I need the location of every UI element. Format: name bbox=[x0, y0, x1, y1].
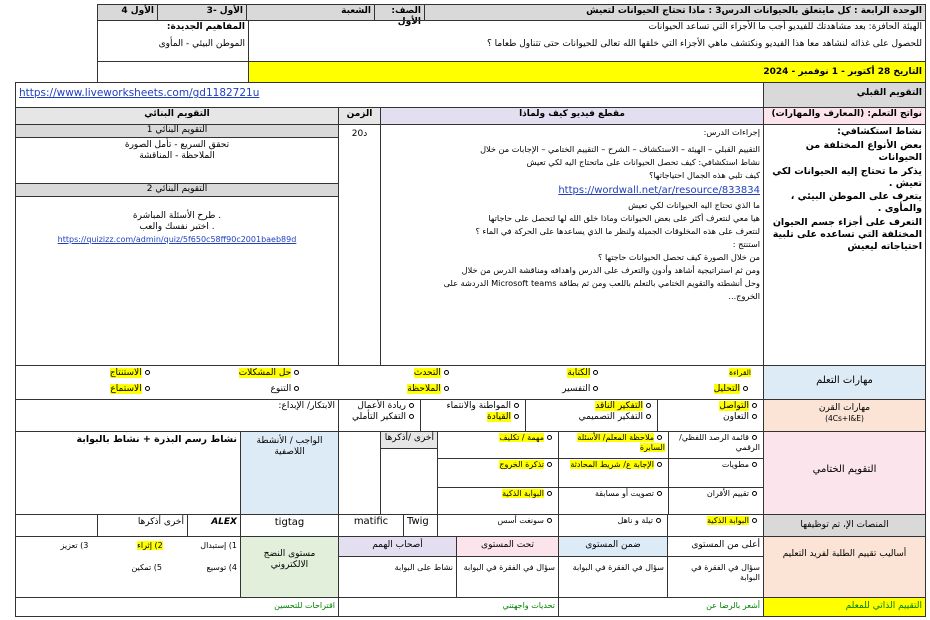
mastery-label: 1) إستبدال bbox=[200, 541, 237, 550]
outcome-item: يذكر ما تحتاج إليه الحيوانات لكي تعيش . bbox=[772, 165, 922, 189]
time-cell bbox=[338, 124, 381, 366]
platform-item: ALEX bbox=[211, 517, 237, 527]
skill-label: الملاحظة bbox=[407, 384, 441, 394]
unit-title: الوحدة الرابعة : كل مايتعلق بالحيوانات bbox=[753, 6, 922, 16]
checkbox-icon[interactable] bbox=[743, 386, 748, 391]
final-item-cell bbox=[437, 458, 559, 488]
wordwall-link-line bbox=[384, 183, 760, 199]
platform-item: سونغت أسس bbox=[497, 516, 544, 525]
diff-value: سؤال في الفقرة في البوابة bbox=[463, 563, 555, 572]
final-empty-cell bbox=[338, 431, 381, 515]
century-item: التفكير التصميمي bbox=[578, 412, 643, 423]
checkbox-icon[interactable] bbox=[547, 518, 552, 523]
mastery-label: 5) تمكين bbox=[131, 563, 162, 572]
century-col-5 bbox=[15, 399, 339, 432]
final-label: التقويم الختامي bbox=[812, 464, 877, 475]
procedure-line: التقييم القبلي – الهيئة – الاستكشاف – الشرح – التقييم الختامي – الإجابات من خلال bbox=[480, 144, 760, 155]
final-item: ملاحظة المعلم/ الأسئلة السابرة bbox=[577, 433, 665, 452]
procedure-line: كيف تلبي هذه الجمال احتياجاتها؟ bbox=[649, 170, 760, 181]
outcome-item: يتعرف على الموطن البيئي ، والمأوى . bbox=[790, 191, 922, 215]
platform-cell bbox=[437, 514, 559, 537]
platform-item: أخرى أذكرها bbox=[137, 517, 184, 527]
diff-level: أصحاب الهمم bbox=[372, 540, 423, 550]
checkbox-icon[interactable] bbox=[646, 403, 651, 408]
outcome-item: بعض الأنواع المختلفة من الحيوانات bbox=[805, 139, 922, 163]
motivation-cell bbox=[248, 20, 926, 62]
new-concepts-title: المفاهيم الجديدة: bbox=[166, 22, 245, 32]
mastery-item bbox=[19, 541, 88, 551]
pre-assessment-label: التقويم القبلي bbox=[856, 88, 922, 98]
century-item: التعاون bbox=[723, 412, 749, 423]
final-item-cell bbox=[558, 487, 669, 515]
outcomes-header-cell bbox=[763, 107, 926, 125]
diff-value-cell bbox=[558, 556, 668, 598]
century-item: التفكير التأملي bbox=[351, 412, 406, 423]
century-item: الابتكار/ الإبداع: bbox=[278, 401, 335, 411]
quizizz-link-line bbox=[19, 235, 335, 245]
formative-2-line: طرح الأسئلة المباشرة . bbox=[132, 211, 222, 221]
skill-item bbox=[464, 384, 614, 399]
final-item: تذكرة الخروج bbox=[499, 460, 544, 469]
platform-cell bbox=[97, 514, 188, 537]
final-item: البوابة الذكية bbox=[502, 489, 544, 498]
skill-label: الاستنتاج bbox=[109, 368, 142, 378]
skill-label: القراءة bbox=[729, 368, 751, 377]
platform-cell bbox=[403, 514, 438, 537]
outcomes-header: نواتج التعلم: (المعارف والمهارات) bbox=[771, 109, 922, 119]
final-item: تقييم الأقران bbox=[706, 489, 749, 498]
checkbox-icon[interactable] bbox=[145, 370, 150, 375]
skill-item bbox=[613, 384, 763, 399]
new-concepts-value: الموطن البيئي - المأوى bbox=[158, 39, 245, 50]
procedure-line: نشاط استكشافي: كيف تحصل الحيوانات على ماتحتاج اليه لكي تعيش bbox=[526, 157, 760, 168]
homework-text-cell bbox=[15, 431, 241, 515]
skill-item bbox=[165, 384, 315, 399]
procedure-line: الخروج... bbox=[728, 291, 760, 302]
liveworksheets-link[interactable]: https://www.liveworksheets.com/gd1182721u bbox=[19, 87, 260, 99]
platform-cell bbox=[240, 514, 339, 537]
section-label: الشعبة bbox=[341, 6, 371, 16]
checkbox-icon[interactable] bbox=[444, 370, 449, 375]
century-item: التفكير الناقد bbox=[595, 401, 643, 411]
skill-label: التنوع bbox=[270, 384, 292, 394]
final-item-cell bbox=[558, 458, 669, 488]
final-item: مهمة / تكليف bbox=[499, 433, 544, 442]
new-concepts-cell bbox=[97, 20, 249, 62]
skill-item bbox=[613, 368, 763, 383]
outcomes-cell bbox=[763, 124, 926, 366]
checkbox-icon[interactable] bbox=[514, 403, 519, 408]
formative-1-title: التقويم البنائي 1 bbox=[146, 125, 208, 135]
skills-label-cell bbox=[763, 365, 926, 400]
platform-item: Twig bbox=[407, 516, 429, 527]
century-col-1 bbox=[657, 399, 764, 432]
unit-lesson-cell bbox=[424, 4, 926, 21]
final-item-cell bbox=[437, 487, 559, 515]
procedure-line: ما الذي تحتاج اليه الحيوانات لكي تعيش bbox=[628, 199, 760, 210]
mastery-item bbox=[163, 541, 237, 551]
link-cell bbox=[15, 82, 764, 108]
century-item: التواصل bbox=[719, 401, 749, 411]
skill-item bbox=[16, 384, 165, 399]
checkbox-icon[interactable] bbox=[657, 462, 662, 467]
century-item: القيادة bbox=[487, 412, 511, 423]
mastery-title: مستوى النضج الالكتروني bbox=[263, 549, 316, 571]
skills-label: مهارات التعلم bbox=[816, 375, 873, 386]
mastery-item bbox=[87, 563, 162, 573]
mastery-label: 3) تعزيز bbox=[60, 541, 89, 550]
checkbox-icon[interactable] bbox=[444, 386, 449, 391]
date-value: التاريخ 28 أكتوبر - 1 نوفمبر - 2024 bbox=[763, 67, 922, 77]
checkbox-icon[interactable] bbox=[752, 518, 757, 523]
procedures-header: مقطع فيديو كيف ولماذا bbox=[519, 109, 625, 119]
diff-value: نشاط على البوابة bbox=[394, 563, 453, 572]
skill-label: التحدث bbox=[413, 368, 441, 378]
diff-level: أعلى من المستوى bbox=[691, 540, 760, 550]
mastery-item bbox=[162, 563, 237, 573]
self-eval-cell bbox=[338, 597, 559, 617]
platform-cell bbox=[187, 514, 241, 537]
skill-item bbox=[464, 368, 614, 383]
homework-text: نشاط رسم البذرة + نشاط بالبوابة bbox=[76, 434, 237, 445]
self-eval-label-cell bbox=[763, 597, 926, 617]
diff-value-cell bbox=[456, 556, 559, 598]
checkbox-icon[interactable] bbox=[593, 386, 598, 391]
final-other: أخرى /أذكرها bbox=[384, 433, 434, 443]
quizizz-link[interactable]: https://quizizz.com/admin/quiz/5f650c58ff90c2001baeb89d bbox=[57, 234, 297, 244]
platforms-label: المنصات الإ، تم توظيفها bbox=[800, 520, 889, 530]
checkbox-icon[interactable] bbox=[593, 370, 598, 375]
diff-level-cell bbox=[456, 536, 559, 557]
final-item-cell bbox=[437, 431, 559, 459]
platform-cell bbox=[338, 514, 404, 537]
procedure-line: هيا معي لنتعرف أكثر على بعض الحيوانات وماذا خلق الله لها لتحصل على حاجاتها bbox=[488, 212, 760, 223]
diff-label-cell bbox=[763, 536, 926, 598]
final-item-cell bbox=[668, 487, 764, 515]
grade-cell bbox=[374, 4, 425, 28]
final-item-cell bbox=[668, 431, 764, 459]
century-item: المواطنة والانتماء bbox=[446, 401, 511, 411]
final-item: الإجابة ع/ شريط المحادثة bbox=[570, 460, 654, 469]
checkbox-icon[interactable] bbox=[656, 518, 661, 523]
procedure-line: لنتعرف على هذه المخلوقات الجميلة ولنظر ما الذي يساعدها على الحركة في الماء ؟ bbox=[475, 225, 760, 236]
final-other-cell bbox=[380, 431, 438, 449]
century-col-3 bbox=[420, 399, 526, 432]
checkbox-icon[interactable] bbox=[752, 462, 757, 467]
final-item-cell bbox=[668, 458, 764, 488]
homework-title-cell bbox=[240, 431, 339, 515]
skill-item bbox=[314, 368, 464, 383]
checkbox-icon[interactable] bbox=[409, 403, 414, 408]
checkbox-icon[interactable] bbox=[547, 491, 552, 496]
checkbox-icon[interactable] bbox=[657, 435, 662, 440]
self-eval-item: تحديات واجهتني bbox=[502, 601, 555, 610]
platform-item: tigtag bbox=[274, 517, 305, 528]
platform-cell bbox=[667, 514, 764, 537]
outcomes-title: نشاط استكشافي: bbox=[837, 126, 922, 137]
diff-value: سؤال في الفقرة في البوابة bbox=[691, 563, 760, 582]
skill-item bbox=[165, 368, 315, 383]
time-header-cell bbox=[338, 107, 381, 125]
class-1: الأول -3 bbox=[206, 6, 243, 16]
century-col-4 bbox=[338, 399, 421, 432]
skill-label: حل المشكلات bbox=[238, 368, 292, 378]
final-item: تصويت أو مسابقة bbox=[595, 489, 654, 498]
checkbox-icon[interactable] bbox=[294, 386, 299, 391]
skill-label: الاستماع bbox=[110, 384, 142, 394]
homework-title: الواجب / الأنشطة اللاصفية bbox=[256, 436, 323, 458]
skill-item bbox=[314, 384, 464, 399]
platform-empty-cell bbox=[15, 514, 98, 537]
century-col-2 bbox=[525, 399, 658, 432]
century-label: مهارات القرن bbox=[818, 403, 871, 413]
skill-label: التفسير bbox=[562, 384, 591, 394]
century-item: ريادة الأعمال bbox=[357, 401, 406, 411]
procedures-cell bbox=[380, 124, 764, 366]
final-item: مطويات bbox=[721, 460, 749, 469]
formative-2-title: التقويم البنائي 2 bbox=[146, 184, 208, 194]
motivation-line-2: للحصول على غذائه لنشاهد معا هذا الفيديو ونكتشف ماهي الأجزاء التي خلقها الله تعالى للحيوانات حتى تتناول طعاما ؟ bbox=[486, 39, 922, 50]
diff-value-cell bbox=[338, 556, 457, 598]
diff-level-cell bbox=[667, 536, 764, 557]
final-label-cell bbox=[763, 431, 926, 515]
checkbox-icon[interactable] bbox=[646, 414, 651, 419]
formative-header: التقويم البنائي bbox=[144, 109, 210, 119]
formative-2-body bbox=[15, 196, 339, 366]
diff-level-cell bbox=[338, 536, 457, 557]
skill-label: التحليل bbox=[713, 384, 740, 394]
skills-cell bbox=[15, 365, 764, 400]
checkbox-icon[interactable] bbox=[752, 414, 757, 419]
diff-label: أساليب تقييم الطلبة لفريد التعليم bbox=[782, 549, 907, 559]
final-item-cell bbox=[558, 431, 669, 459]
self-eval-cell bbox=[558, 597, 764, 617]
skill-label: الكتابة bbox=[567, 368, 591, 378]
century-label-cell bbox=[763, 399, 926, 432]
diff-level: تحت المستوى bbox=[481, 540, 534, 550]
grade-value: الصف: الأول bbox=[391, 6, 421, 28]
platform-item: matific bbox=[353, 516, 389, 527]
procedure-line: من خلال الصورة كيف تحصل الحيوانات حاجتها ؟ bbox=[598, 252, 760, 262]
checkbox-icon[interactable] bbox=[547, 462, 552, 467]
self-eval-cell bbox=[15, 597, 339, 617]
checkbox-icon[interactable] bbox=[514, 414, 519, 419]
formative-1-body bbox=[15, 137, 339, 184]
time-header: الزمن bbox=[346, 109, 373, 119]
final-item: قائمة الرصد اللفظي/الرقمي bbox=[679, 433, 760, 452]
checkbox-icon[interactable] bbox=[657, 491, 662, 496]
platform-item: تيلة و ناهل bbox=[617, 516, 653, 525]
formative-2-title-cell bbox=[15, 183, 339, 197]
checkbox-icon[interactable] bbox=[752, 491, 757, 496]
class-cell-1 bbox=[157, 4, 247, 21]
mastery-item bbox=[88, 541, 162, 551]
formative-header-cell bbox=[15, 107, 339, 125]
motivation-line-1: الهيئة الحافزة: بعد مشاهدتك للفيديو أجب ما الأجزاء التي تساعد الحيوانات bbox=[648, 22, 922, 32]
diff-value: سؤال في الفقرة في البوابة bbox=[572, 563, 664, 572]
century-sub: (4Cs+I&E) bbox=[825, 414, 864, 424]
skill-item bbox=[16, 368, 165, 383]
formative-1-line: تحقق السريع - تأمل الصورة bbox=[124, 140, 230, 150]
self-eval-item: أشعر بالرضا عن bbox=[706, 601, 760, 610]
platform-item: البوابة الذكية bbox=[707, 516, 749, 525]
mastery-label: 4) توسيع bbox=[206, 563, 237, 572]
lesson-title: الدرس3 : ماذا تحتاج الحيوانات لتعيش bbox=[586, 6, 751, 16]
checkbox-icon[interactable] bbox=[547, 435, 552, 440]
checkbox-icon[interactable] bbox=[752, 435, 757, 440]
platforms-label-cell bbox=[763, 514, 926, 537]
procedure-line: استنتج : bbox=[732, 238, 760, 249]
formative-1-title-cell bbox=[15, 124, 339, 138]
formative-1-line: الملاحظة - المناقشة bbox=[139, 151, 215, 162]
mastery-cell bbox=[15, 536, 241, 598]
checkbox-icon[interactable] bbox=[409, 414, 414, 419]
self-eval-item: اقتراحات للتحسين bbox=[274, 601, 335, 610]
mastery-title-cell bbox=[240, 536, 339, 598]
time-value: 20د bbox=[351, 129, 368, 139]
wordwall-link[interactable]: https://wordwall.net/ar/resource/833834 bbox=[558, 184, 760, 196]
procedures-title: إجراءات الدرس: bbox=[703, 127, 760, 137]
checkbox-icon[interactable] bbox=[145, 386, 150, 391]
date-empty-cell bbox=[97, 61, 249, 83]
mastery-label: 2) إثراء bbox=[137, 541, 163, 550]
procedure-line: وحل أنشطته والتقويم الختامي بالتعلم باللعب ومن ثم بطاقة Microsoft teams الدردشة على bbox=[443, 278, 760, 289]
procedure-line: ومن ثم استراتيجية أشاهد وأدون والتعرف على الدرس واهدافه ومناقشة الدرس من خلال bbox=[461, 265, 760, 276]
final-other-empty bbox=[380, 448, 438, 515]
class-cell-2 bbox=[97, 4, 158, 21]
self-eval-label: التقييم الذاتي للمعلم bbox=[845, 601, 922, 611]
diff-value-cell bbox=[667, 556, 764, 598]
diff-level: ضمن المستوى bbox=[585, 540, 641, 550]
date-cell bbox=[248, 61, 926, 83]
outcome-item: التعرف على أجزاء جسم الحيوان المختلفة التي تساعده على تلبية احتياجاته ليعيش bbox=[772, 217, 922, 252]
pre-assessment-cell bbox=[763, 82, 926, 108]
section-label-cell bbox=[246, 4, 375, 21]
formative-2-line: اختبر نفسك والعب . bbox=[139, 222, 215, 233]
platform-cell bbox=[558, 514, 668, 537]
diff-level-cell bbox=[558, 536, 668, 557]
class-2: الأول 4 bbox=[121, 6, 154, 16]
checkbox-icon[interactable] bbox=[294, 370, 299, 375]
procedures-header-cell bbox=[380, 107, 764, 125]
checkbox-icon[interactable] bbox=[752, 403, 757, 408]
